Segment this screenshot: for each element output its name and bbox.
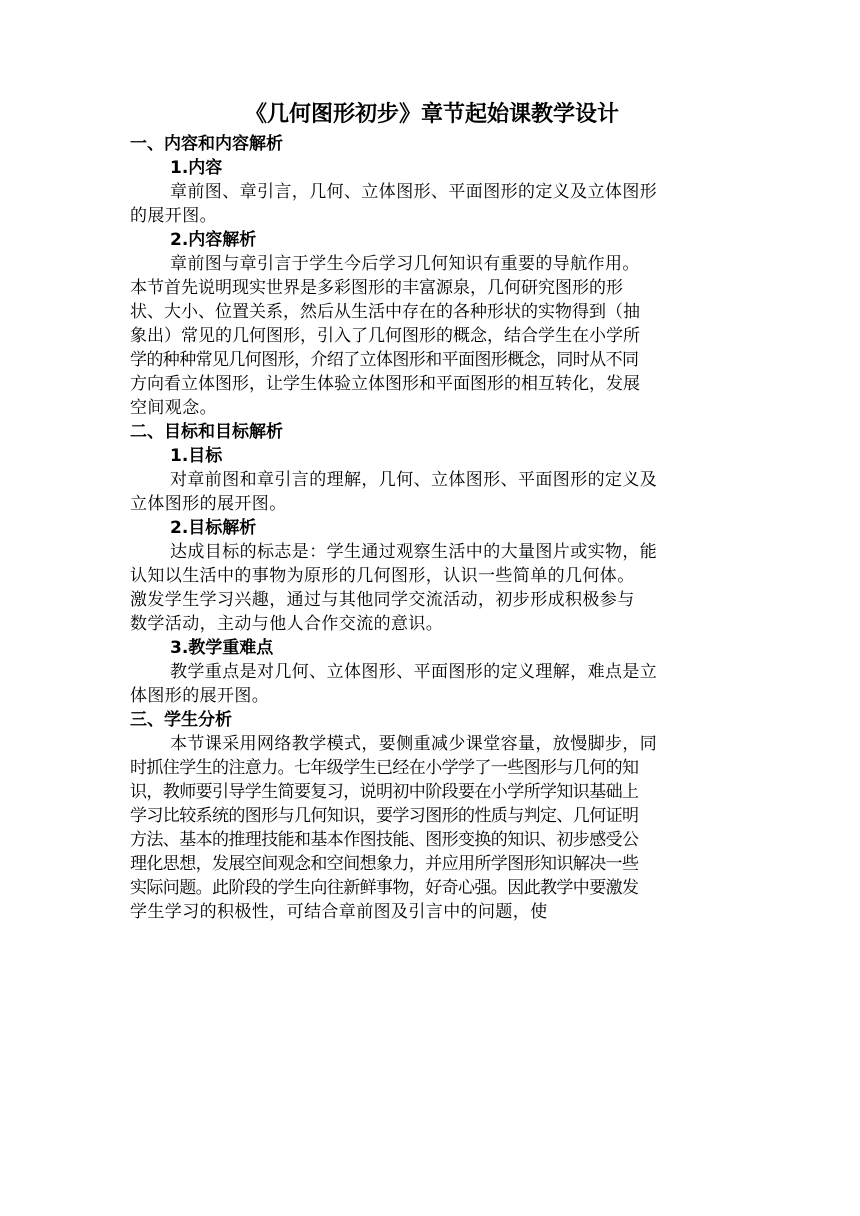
text-line: 本节课采用网络教学模式，要侧重减少课堂容量，放慢脚步，同: [170, 734, 658, 754]
paragraph-key-points: [130, 660, 734, 708]
text-line: 象出）常见的几何图形，引入了几何图形的概念，结合学生在小学所: [130, 326, 640, 346]
text-line: 学生学习的积极性，可结合章前图及引言中的问题，使: [130, 902, 548, 922]
text-line: 时抓住学生的注意力。七年级学生已经在小学学了一些图形与几何的知: [130, 758, 639, 778]
subsection-heading-content-analysis: 2.内容解析: [170, 230, 257, 250]
document-title: 《几何图形初步》章节起始课教学设计: [244, 102, 619, 127]
subsection-heading-goal: 1.目标: [170, 446, 223, 466]
section-heading-goals: 二、目标和目标解析: [130, 422, 283, 442]
subsection-heading-goal-analysis: 2.目标解析: [170, 518, 257, 538]
text-line: 空间观念。: [130, 398, 217, 418]
text-line: 认知以生活中的事物为原形的几何图形，认识一些简单的几何体。: [130, 566, 635, 586]
subsection-heading-key-points: 3.教学重难点: [170, 638, 274, 658]
text-line: 教学重点是对几何、立体图形、平面图形的定义理解，难点是立: [170, 662, 658, 682]
text-line: 本节首先说明现实世界是多彩图形的丰富源泉，几何研究图形的形: [130, 278, 623, 298]
text-line: 章前图、章引言，几何、立体图形、平面图形的定义及立体图形: [170, 182, 658, 202]
paragraph-student-analysis: [130, 732, 734, 924]
text-line: 状、大小、位置关系，然后从生活中存在的各种形状的实物得到（抽: [130, 302, 640, 322]
text-line: 方向看立体图形，让学生体验立体图形和平面图形的相互转化，发展: [130, 374, 640, 394]
text-line: 立体图形的展开图。: [130, 494, 287, 514]
text-line: 达成目标的标志是：学生通过观察生活中的大量图片或实物，能: [170, 542, 658, 562]
text-line: 数学活动，主动与他人合作交流的意识。: [130, 614, 444, 634]
paragraph-content-analysis: [130, 252, 734, 420]
paragraph-goal-analysis: [130, 540, 734, 636]
text-line: 激发学生学习兴趣，通过与其他同学交流活动，初步形成积极参与: [130, 590, 635, 610]
paragraph-goal: [130, 468, 734, 516]
paragraph-content: [130, 180, 734, 228]
text-line: 识，教师要引导学生简要复习，说明初中阶段要在小学所学知识基础上: [130, 782, 639, 802]
subsection-heading-content: 1.内容: [170, 158, 223, 178]
text-line: 理化思想，发展空间观念和空间想象力，并应用所学图形知识解决一些: [130, 854, 639, 874]
document-page: [130, 98, 734, 924]
section-heading-content: 一、内容和内容解析: [130, 134, 283, 154]
text-line: 的展开图。: [130, 206, 217, 226]
text-line: 章前图与章引言于学生今后学习几何知识有重要的导航作用。: [170, 254, 640, 274]
text-line: 实际问题。此阶段的学生向往新鲜事物，好奇心强。因此教学中要激发: [130, 878, 639, 898]
text-line: 方法、基本的推理技能和基本作图技能、图形变换的知识、初步感受公: [130, 830, 639, 850]
section-heading-student-analysis: 三、学生分析: [130, 710, 232, 730]
text-line: 学习比较系统的图形与几何知识，要学习图形的性质与判定、几何证明: [130, 806, 639, 826]
text-line: 学的种种常见几何图形，介绍了立体图形和平面图形概念，同时从不同: [130, 350, 639, 370]
text-line: 对章前图和章引言的理解，几何、立体图形、平面图形的定义及: [170, 470, 658, 490]
text-line: 体图形的展开图。: [130, 686, 270, 706]
